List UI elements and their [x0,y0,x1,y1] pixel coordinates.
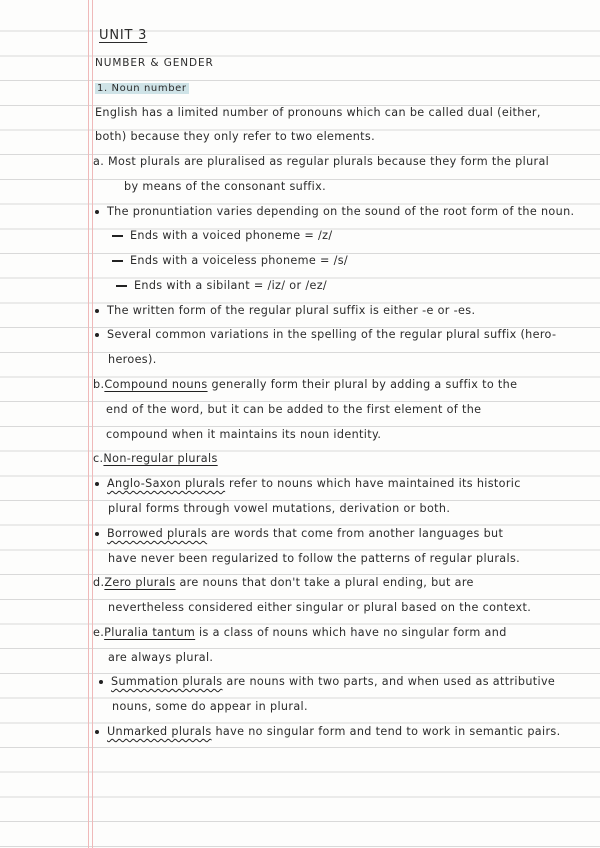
dash-text: Ends with a sibilant = /iz/ or /ez/ [134,279,328,292]
bullet-dot [95,333,99,337]
item-b-cont: end of the word, but it can be added to the first element of the [106,403,482,416]
dash-item [116,279,327,293]
term-pluralia-tantum: Pluralia tantum [104,626,196,639]
dash-text: Ends with a voiced phoneme = /z/ [130,229,333,242]
bullet-item [95,304,475,318]
bullet-text: Several common variations in the spelling of the regular plural suffix (hero- [107,328,557,341]
item-b-cont: compound when it maintains its noun identity. [106,428,382,441]
dash-item [112,229,333,243]
section-heading [95,81,189,96]
margin-line [92,0,93,848]
bullet-cont: plural forms through vowel mutations, derivation or both. [108,502,451,515]
term-borrowed: Borrowed plurals [107,527,208,540]
bullet-item [95,725,560,739]
bullet-text: are nouns with two parts, and when used as attributive [222,675,556,688]
bullet-item [95,527,503,541]
bullet-dot [95,309,99,313]
item-text: are nouns that don't take a plural ending, but are [175,576,474,589]
item-text: is a class of nouns which have no singular form and [195,626,507,639]
bullet-dot [95,730,99,734]
item-a-cont: by means of the consonant suffix. [124,180,327,193]
bullet-text: have no singular form and tend to work in semantic pairs. [211,725,561,738]
item-marker: c. [93,452,104,465]
term-compound-nouns: Compound nouns [104,378,208,391]
bullet-text: refer to nouns which have maintained its historic [225,477,521,490]
bullet-text: The pronuntiation varies depending on the sound of the root form of the noun. [107,205,575,218]
bullet-item [99,675,555,689]
item-a [93,155,549,169]
bullet-dot [95,532,99,536]
bullet-item [95,205,574,219]
bullet-item [95,328,556,342]
item-marker: b. [93,378,105,391]
item-marker: d. [93,576,105,589]
page-title: UNIT 3 [99,28,148,43]
margin-line [88,0,89,848]
intro-line: both) because they only refer to two elements. [95,130,376,143]
bullet-text: are words that come from another languages but [207,527,504,540]
bullet-cont: have never been regularized to follow the patterns of regular plurals. [108,552,521,565]
dash-text: Ends with a voiceless phoneme = /s/ [130,254,349,267]
section-heading-text: 1. Noun number [97,83,187,94]
bullet-dot [99,680,103,684]
term-zero-plurals: Zero plurals [104,576,176,589]
dash-mark [112,260,123,261]
bullet-cont: nouns, some do appear in plural. [112,700,308,713]
dash-item [112,254,348,268]
item-text: generally form their plural by adding a suffix to the [207,378,518,391]
item-c [93,452,218,466]
subtitle: NUMBER & GENDER [95,57,214,69]
bullet-text: The written form of the regular plural suffix is either -e or -es. [107,304,476,317]
item-marker: a. [93,155,105,168]
item-e-cont: are always plural. [108,651,214,664]
bullet-dot [95,482,99,486]
term-summation: Summation plurals [111,675,223,688]
item-marker: e. [93,626,105,639]
dash-mark [112,235,123,236]
term-non-regular: Non-regular plurals [103,452,218,465]
bullet-dot [95,210,99,214]
item-b [93,378,517,392]
item-d [93,576,474,590]
bullet-cont: heroes). [108,353,157,366]
term-anglo-saxon: Anglo-Saxon plurals [107,477,226,490]
item-e [93,626,507,640]
term-unmarked: Unmarked plurals [107,725,212,738]
bullet-item [95,477,521,491]
intro-line: English has a limited number of pronouns which can be called dual (either, [95,106,541,119]
item-text: Most plurals are pluralised as regular plurals because they form the plural [108,155,550,168]
dash-mark [116,285,127,286]
item-d-cont: nevertheless considered either singular or plural based on the context. [108,601,532,614]
